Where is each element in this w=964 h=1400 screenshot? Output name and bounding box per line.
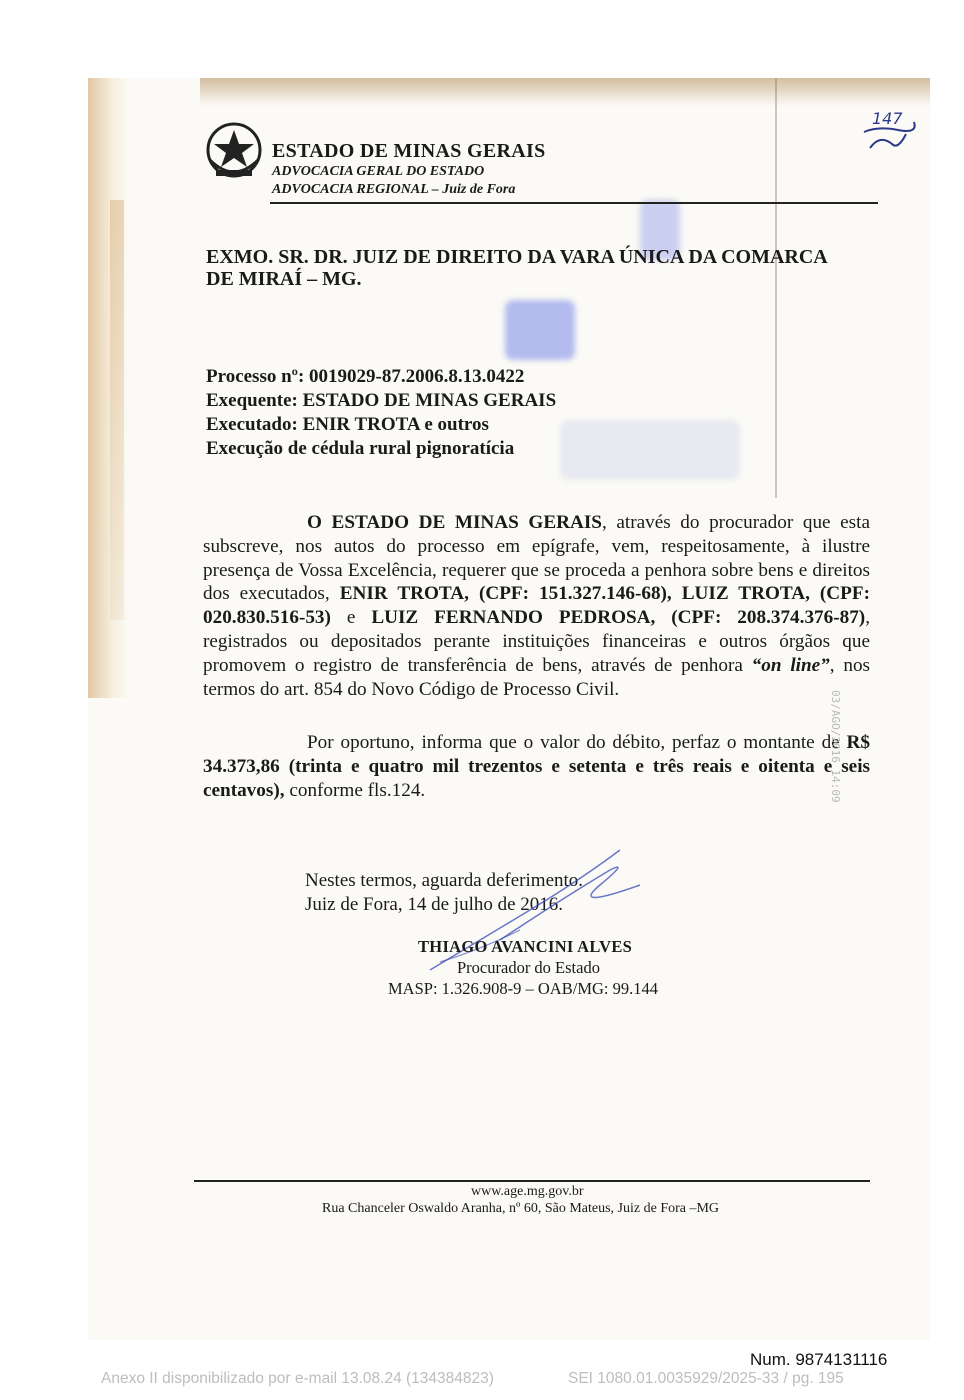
protocol-stamp: 03/AGO/2016 14:09 [829, 690, 842, 803]
ink-blot [505, 300, 575, 360]
body-p2-text-a: Por oportuno, informa que o valor do débito, perfaz o montante de [307, 732, 847, 753]
ink-blot [560, 420, 740, 480]
coat-of-arms-icon [202, 120, 266, 182]
body-p1-online: “on line” [751, 654, 830, 676]
body-paragraph-2 [203, 731, 870, 802]
handwritten-page-number [858, 104, 918, 154]
body-p1-text-c: , nos termos do art. 854 do Novo Código de Processo Civil. [203, 654, 871, 700]
process-number: Processo nº: 0019029-87.2006.8.13.0422 [206, 366, 525, 387]
process-executado: Executado: ENIR TROTA e outros [206, 414, 489, 435]
body-p1-pedrosa: LUIZ FERNANDO PEDROSA, (CPF: 208.374.376-87) [371, 607, 866, 629]
body-p1-parties: ENIR TROTA, (CPF: 151.327.146-68), LUIZ TROTA, (CPF: 020.830.516-53) [203, 583, 870, 629]
footer-website: www.age.mg.gov.br [471, 1184, 584, 1199]
body-paragraph-1 [203, 511, 870, 701]
paper-stain [200, 78, 930, 106]
process-execucao: Execução de cédula rural pignoratícia [206, 438, 515, 459]
addressee-line-2: DE MIRAÍ – MG. [206, 268, 362, 290]
signer-role: Procurador do Estado [457, 958, 600, 977]
closing-line-1: Nestes termos, aguarda deferimento. [305, 870, 584, 891]
sei-reference: SEI 1080.01.0035929/2025-33 / pg. 195 [568, 1370, 844, 1387]
letterhead-state: ESTADO DE MINAS GERAIS [272, 140, 546, 162]
signer-ids: MASP: 1.326.908-9 – OAB/MG: 99.144 [388, 979, 658, 998]
svg-text:147: 147 [872, 109, 903, 128]
addressee-line-1: EXMO. SR. DR. JUIZ DE DIREITO DA VARA ÚNICA DA COMARCA [206, 246, 828, 268]
process-exequente: Exequente: ESTADO DE MINAS GERAIS [206, 390, 557, 411]
footer-address: Rua Chanceler Oswaldo Aranha, nº 60, São Mateus, Juiz de Fora –MG [322, 1201, 720, 1216]
closing-line-2: Juiz de Fora, 14 de julho de 2016. [305, 894, 564, 915]
body-p1-lead: O ESTADO DE MINAS GERAIS [307, 512, 602, 533]
letterhead-regional: ADVOCACIA REGIONAL – Juiz de Fora [272, 182, 516, 197]
letterhead-agency: ADVOCACIA GERAL DO ESTADO [272, 164, 485, 179]
body-p1-text-e: e [330, 607, 372, 629]
paper-stain [110, 200, 124, 620]
body-p1-text-b: , registrados ou depositados perante instituições financeiras e outros órgãos que promovem o registro de transferência de bens, através de penhora [203, 607, 870, 676]
annex-note: Anexo II disponibilizado por e-mail 13.08.24 (134384823) [101, 1370, 494, 1387]
document-number: Num. 9874131116 [750, 1350, 888, 1369]
signer-name: THIAGO AVANCINI ALVES [418, 937, 633, 956]
body-p2-text-b: conforme fls.124. [284, 779, 426, 801]
letterhead [202, 120, 882, 210]
footer-rule [194, 1180, 870, 1182]
letterhead-rule [270, 202, 878, 204]
body-p1-text-a: , através do procurador que esta subscreve, nos autos do processo em epígrafe, vem, respeitosamente, à ilustre presença de Vossa Excelência, requerer que se proceda a penhora sobre bens e direitos dos executados, [203, 512, 870, 605]
body-p2-amount: R$ 34.373,86 (trinta e quatro mil trezentos e setenta e três reais e oitenta e seis centavos), [203, 732, 870, 801]
